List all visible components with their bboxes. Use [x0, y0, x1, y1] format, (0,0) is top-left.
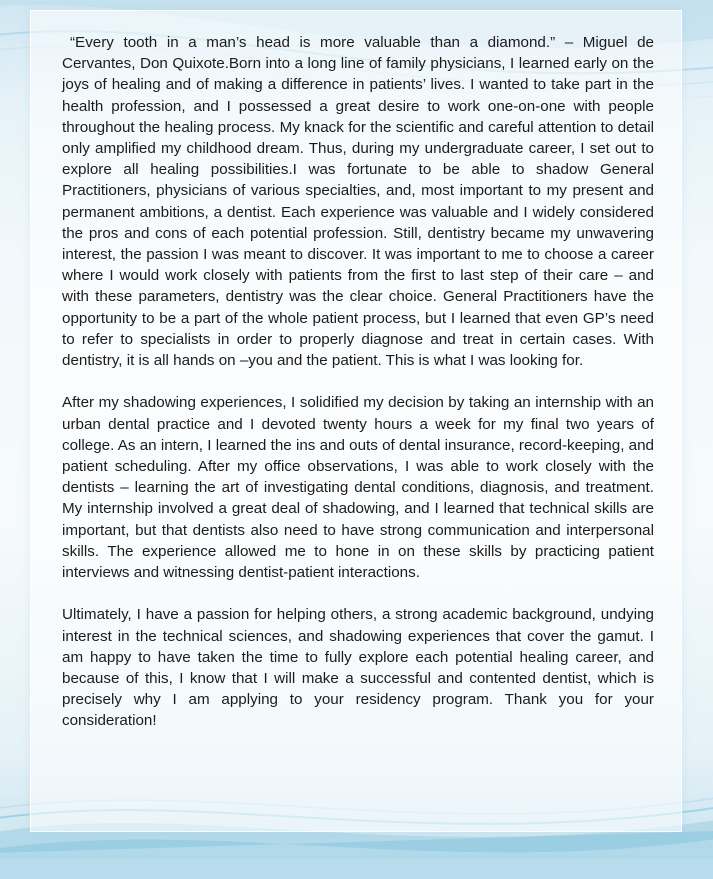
- paragraph-3: Ultimately, I have a passion for helping others, a strong academic background, undying interest in the technical sciences, and shadowing experiences that cover the gamut. I am happy to have taken the time to fully explore each potential healing career, and because of this, I know that I will make a successful and contented dentist, which is precisely why I am applying to your residency program. Thank you for your consideration!: [62, 606, 654, 730]
- paragraph-2: After my shadowing experiences, I solidified my decision by taking an internship with an urban dental practice and I devoted twenty hours a week for my final two years of college. As an intern, I learned the ins and outs of dental insurance, record-keeping, and patient scheduling. After my office observations, I was able to work closely with the dentists – learning the art of investigating dental conditions, diagnosis, and treatment. My internship involved a great deal of shadowing, and I learned that technical skills are important, but that dentists also need to have strong communication and interpersonal skills. The experience allowed me to hone in on these skills by practicing patient interviews and witnessing dentist-patient interactions.: [62, 394, 654, 582]
- personal-statement: [62, 32, 654, 753]
- paragraph-1: “Every tooth in a man’s head is more valuable than a diamond.” – Miguel de Cervantes, Don Quixote.Born into a long line of family physicians, I learned early on the joys of healing and of making a difference in patients’ lives. I wanted to take part in the health profession, and I possessed a great desire to work one-on-one with people throughout the healing process. My knack for the scientific and careful attention to detail only amplified my childhood dream. Thus, during my undergraduate career, I set out to explore all healing possibilities.I was fortunate to be able to shadow General Practitioners, physicians of various specialties, and, most important to my present and permanent ambitions, a dentist. Each experience was valuable and I widely considered the pros and cons of each potential profession. Still, dentistry became my unwavering interest, the passion I was meant to discover. It was important to me to choose a career where I would work closely with patients from the first to last step of their care – and with these parameters, dentistry was the clear choice. General Practitioners have the opportunity to be a part of the whole patient process, but I learned that even GP’s need to refer to specialists in order to properly diagnose and treat in certain cases. With dentistry, it is all hands on –you and the patient. This is what I was looking for.: [62, 34, 654, 370]
